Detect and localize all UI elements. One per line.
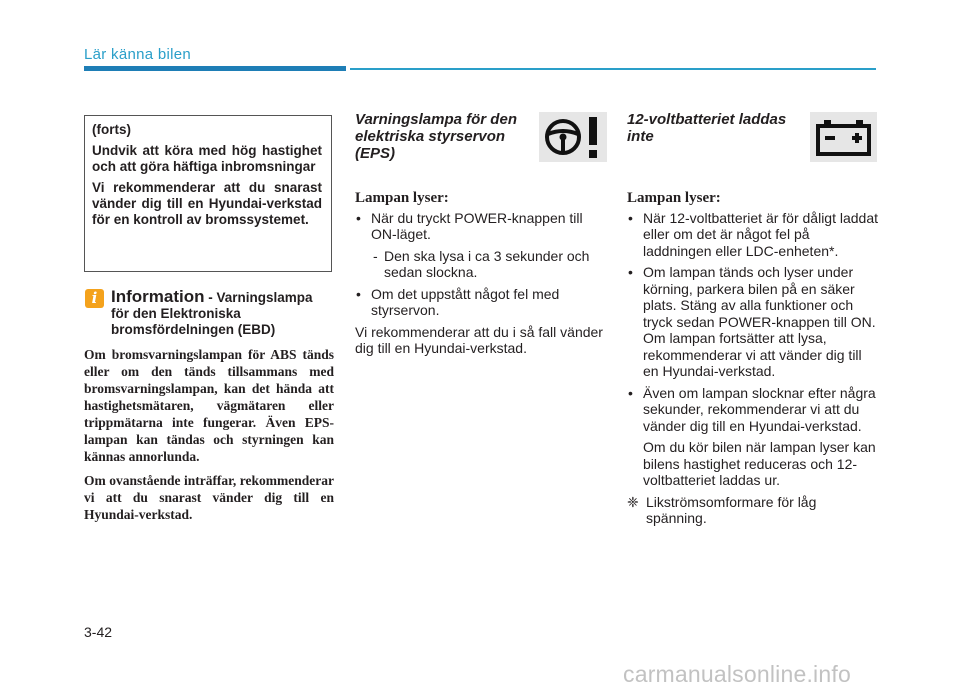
section-title: Lär känna bilen [84,46,192,63]
battery-icon [810,112,877,162]
header-rule-light [350,68,876,70]
header-rule-dark [84,66,346,71]
info-heading [111,289,333,338]
battery-bullet3: • Även om lampan slocknar efter några sekunder, rekommenderar vi att du vänder dig till en Hyundai-verkstad. [627,385,879,435]
eps-bullet1: • När du tryckt POWER-knappen till ON-läget. [355,210,605,243]
info-title: - Varningslampa för den Elektroniska bromsfördelningen (EBD) [111,290,313,337]
info-label: Information [111,287,205,306]
eps-paragraph: Vi rekommenderar att du i så fall vänder dig till en Hyundai-verkstad. [355,323,603,356]
eps-bullet2: • Om det uppstått något fel med styrservon. [355,286,605,319]
battery-indent: Om du kör bilen när lampan lyser kan bilens hastighet reduceras och 12-voltbatteriet laddas ur. [643,439,876,488]
watermark: carmanualsonline.info [623,661,851,687]
eps-subtitle: Lampan lyser: [355,190,449,206]
eps-dash1: - Den ska lysa i ca 3 sekunder och sedan slockna. [355,248,605,281]
warning-box-line2: Undvik att köra med hög hastighet och att göra häftiga inbromsningar [92,143,322,174]
battery-bullet2: • Om lampan tänds och lyser under körning, parkera bilen på en säker plats. Stäng av alla funktioner och tryck sedan POWER-knappen till ON. Om lampan fortsätter att lysa, rekommenderar vi att vänder dig till en Hyundai-verkstad. [627,264,879,380]
eps-title: Varningslampa för den elektriska styrservon (EPS) [355,111,517,162]
battery-footnote [627,494,879,527]
battery-bullet1: • När 12-voltbatteriet är för dåligt laddat eller om det är något fel på laddningen eller LDC-enheten*. [627,210,879,260]
warning-box [84,115,332,272]
info-para1: Om bromsvarningslampan för ABS tänds eller om den tänds tillsammans med bromsvarningslampan, kan det hända att hastighetsmätaren, vägmätaren eller trippmätarna inte fungerar. Även EPS-lampan kan tändas och styrningen kan kännas annorlunda. [84,347,334,464]
footnote-text: Likströmsomformare för låg spänning. [646,493,817,526]
info-body [84,346,334,530]
page-number: 3-42 [84,624,113,640]
info-para2: Om ovanstående inträffar, rekommenderar vi att du snarast vänder dig till en Hyundai-verkstad. [84,473,334,522]
battery-subtitle: Lampan lyser: [627,190,721,206]
warning-box-line1: (forts) [92,122,131,137]
info-icon: i [85,289,104,308]
footnote-mark: ❈ [627,493,639,510]
battery-title: 12-voltbatteriet laddas inte [627,111,787,145]
steering-warning-icon [539,112,607,162]
battery-section [627,111,879,527]
warning-box-line3: Vi rekommenderar att du snarast vänder dig till en Hyundai-verkstad för en kontroll av bromssystemet. [92,180,322,227]
